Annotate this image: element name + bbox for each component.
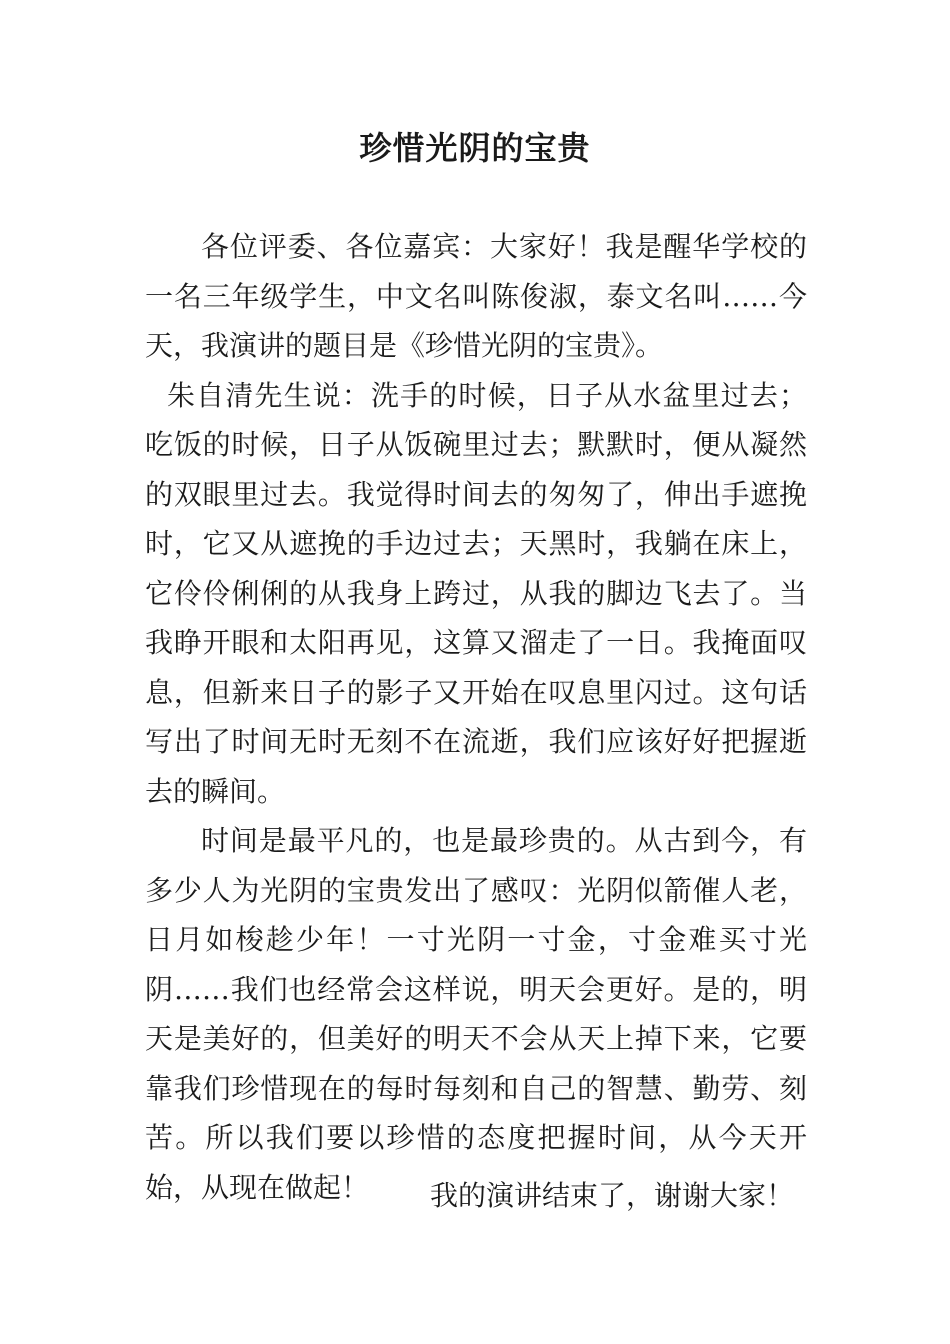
paragraph-time-value: 时间是最平凡的，也是最珍贵的。从古到今，有多少人为光阴的宝贵发出了感叹：光阴似箭催人老，日月如梭趁少年！一寸光阴一寸金，寸金难买寸光阴……我们也经常会这样说，明天会更好。是的，明天是美好的，但美好的明天不会从天上掉下来，它要靠我们珍惜现在的每时每刻和自己的智慧、勤劳、刻苦。所以我们要以珍惜的态度把握时间，从今天开始，从现在做起！ (145, 824, 807, 1204)
page-title: 珍惜光阴的宝贵 (359, 129, 591, 167)
paragraph-greeting: 各位评委、各位嘉宾：大家好！我是醒华学校的一名三年级学生，中文名叫陈俊淑，泰文名叫……今天，我演讲的题目是《珍惜光阴的宝贵》。 (145, 230, 807, 362)
document-body (145, 222, 807, 1212)
closing-line: 我的演讲结束了，谢谢大家！ (430, 1179, 795, 1212)
paragraph-quote: 朱自清先生说：洗手的时候，日子从水盆里过去；吃饭的时候，日子从饭碗里过去；默默时，便从凝然的双眼里过去。我觉得时间去的匆匆了，伸出手遮挽时，它又从遮挽的手边过去；天黑时，我躺在床上，它伶伶俐俐的从我身上跨过，从我的脚边飞去了。当我睁开眼和太阳再见，这算又溜走了一日。我掩面叹息，但新来日子的影子又开始在叹息里闪过。这句话写出了时间无时无刻不在流逝，我们应该好好把握逝去的瞬间。 (145, 378, 807, 808)
